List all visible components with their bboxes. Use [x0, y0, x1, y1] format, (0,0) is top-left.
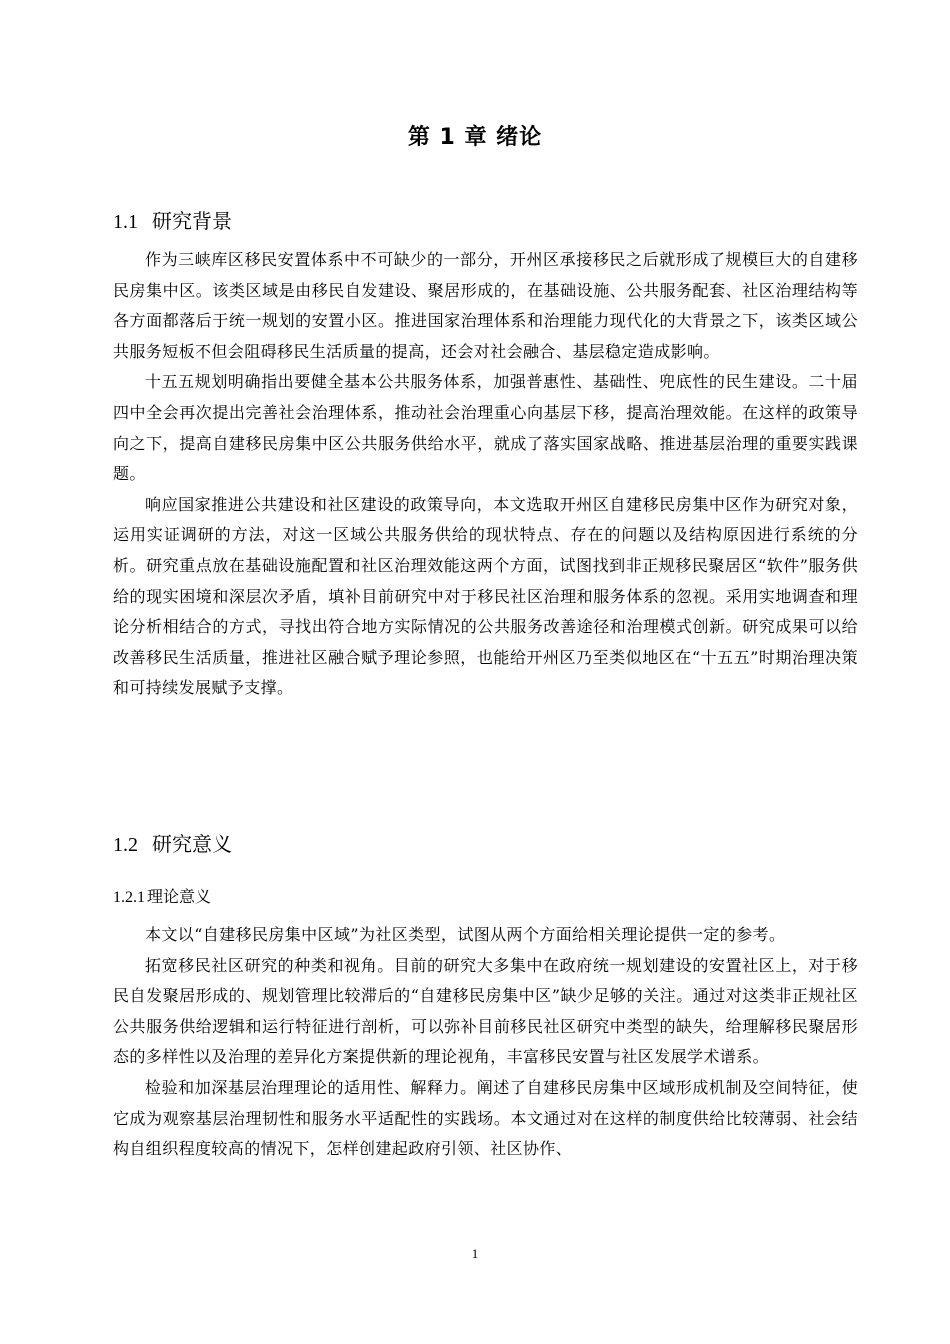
subsection-body-theoretical-significance [113, 920, 858, 1165]
body-paragraph: 响应国家推进公共建设和社区建设的政策导向，本文选取开州区自建移民房集中区作为研究对象，运用实证调研的方法，对这一区域公共服务供给的现状特点、存在的问题以及结构原因进行系统的分析。研究重点放在基础设施配置和社区治理效能这两个方面，试图找到非正规移民聚居区“软件”服务供给的现实困境和深层次矛盾，填补目前研究中对于移民社区治理和服务体系的忽视。采用实地调查和理论分析相结合的方式，寻找出符合地方实际情况的公共服务改善途径和治理模式创新。研究成果可以给改善移民生活质量，推进社区融合赋予理论参照，也能给开州区乃至类似地区在“十五五”时期治理决策和可持续发展赋予支撑。 [113, 494, 858, 698]
section-number: 1.1 [113, 211, 138, 233]
body-paragraph: 拓宽移民社区研究的种类和视角。目前的研究大多集中在政府统一规划建设的安置社区上，对于移民自发聚居形成的、规划管理比较滞后的“自建移民房集中区”缺少足够的关注。通过对这类非正规社区公共服务供给逻辑和运行特征进行剖析，可以弥补目前移民社区研究中类型的缺失，给理解移民聚居形态的多样性以及治理的差异化方案提供新的理论视角，丰富移民安置与社区发展学术谱系。 [113, 955, 858, 1067]
body-paragraph: 本文以“自建移民房集中区域”为社区类型，试图从两个方面给相关理论提供一定的参考。 [145, 925, 786, 944]
subsection-number: 1.2.1 [113, 889, 145, 906]
body-paragraph: 作为三峡库区移民安置体系中不可缺少的一部分，开州区承接移民之后就形成了规模巨大的自建移民房集中区。该类区域是由移民自发建设、聚居形成的，在基础设施、公共服务配套、社区治理结构等各方面都落后于统一规划的安置小区。推进国家治理体系和治理能力现代化的大背景之下，该类区域公共服务短板不但会阻碍移民生活质量的提高，还会对社会融合、基层稳定造成影响。 [113, 250, 858, 361]
section-heading-research-background [113, 205, 232, 234]
body-paragraph: 十五五规划明确指出要健全基本公共服务体系，加强普惠性、基础性、兜底性的民生建设。二十届四中全会再次提出完善社会治理体系，推动社会治理重心向基层下移，提高治理效能。在这样的政策导向之下，提高自建移民房集中区公共服务供给水平，就成了落实国家战略、推进基层治理的重要实践课题。 [113, 372, 858, 484]
section-title: 研究背景 [152, 209, 232, 233]
page-number: 1 [471, 1246, 479, 1261]
subsection-heading-theoretical-significance [113, 884, 211, 907]
section-number: 1.2 [113, 834, 138, 856]
section-body-research-background [113, 245, 858, 704]
subsection-title: 理论意义 [147, 887, 212, 906]
section-heading-research-significance [113, 828, 232, 857]
section-title: 研究意义 [152, 832, 232, 856]
chapter-title: 第 1 章 绪论 [407, 125, 543, 150]
body-paragraph: 检验和加深基层治理理论的适用性、解释力。阐述了自建移民房集中区域形成机制及空间特征，使它成为观察基层治理韧性和服务水平适配性的实践场。本文通过对在这样的制度供给比较薄弱、社会结构自组织程度较高的情况下，怎样创建起政府引领、社区协作、 [113, 1077, 858, 1159]
